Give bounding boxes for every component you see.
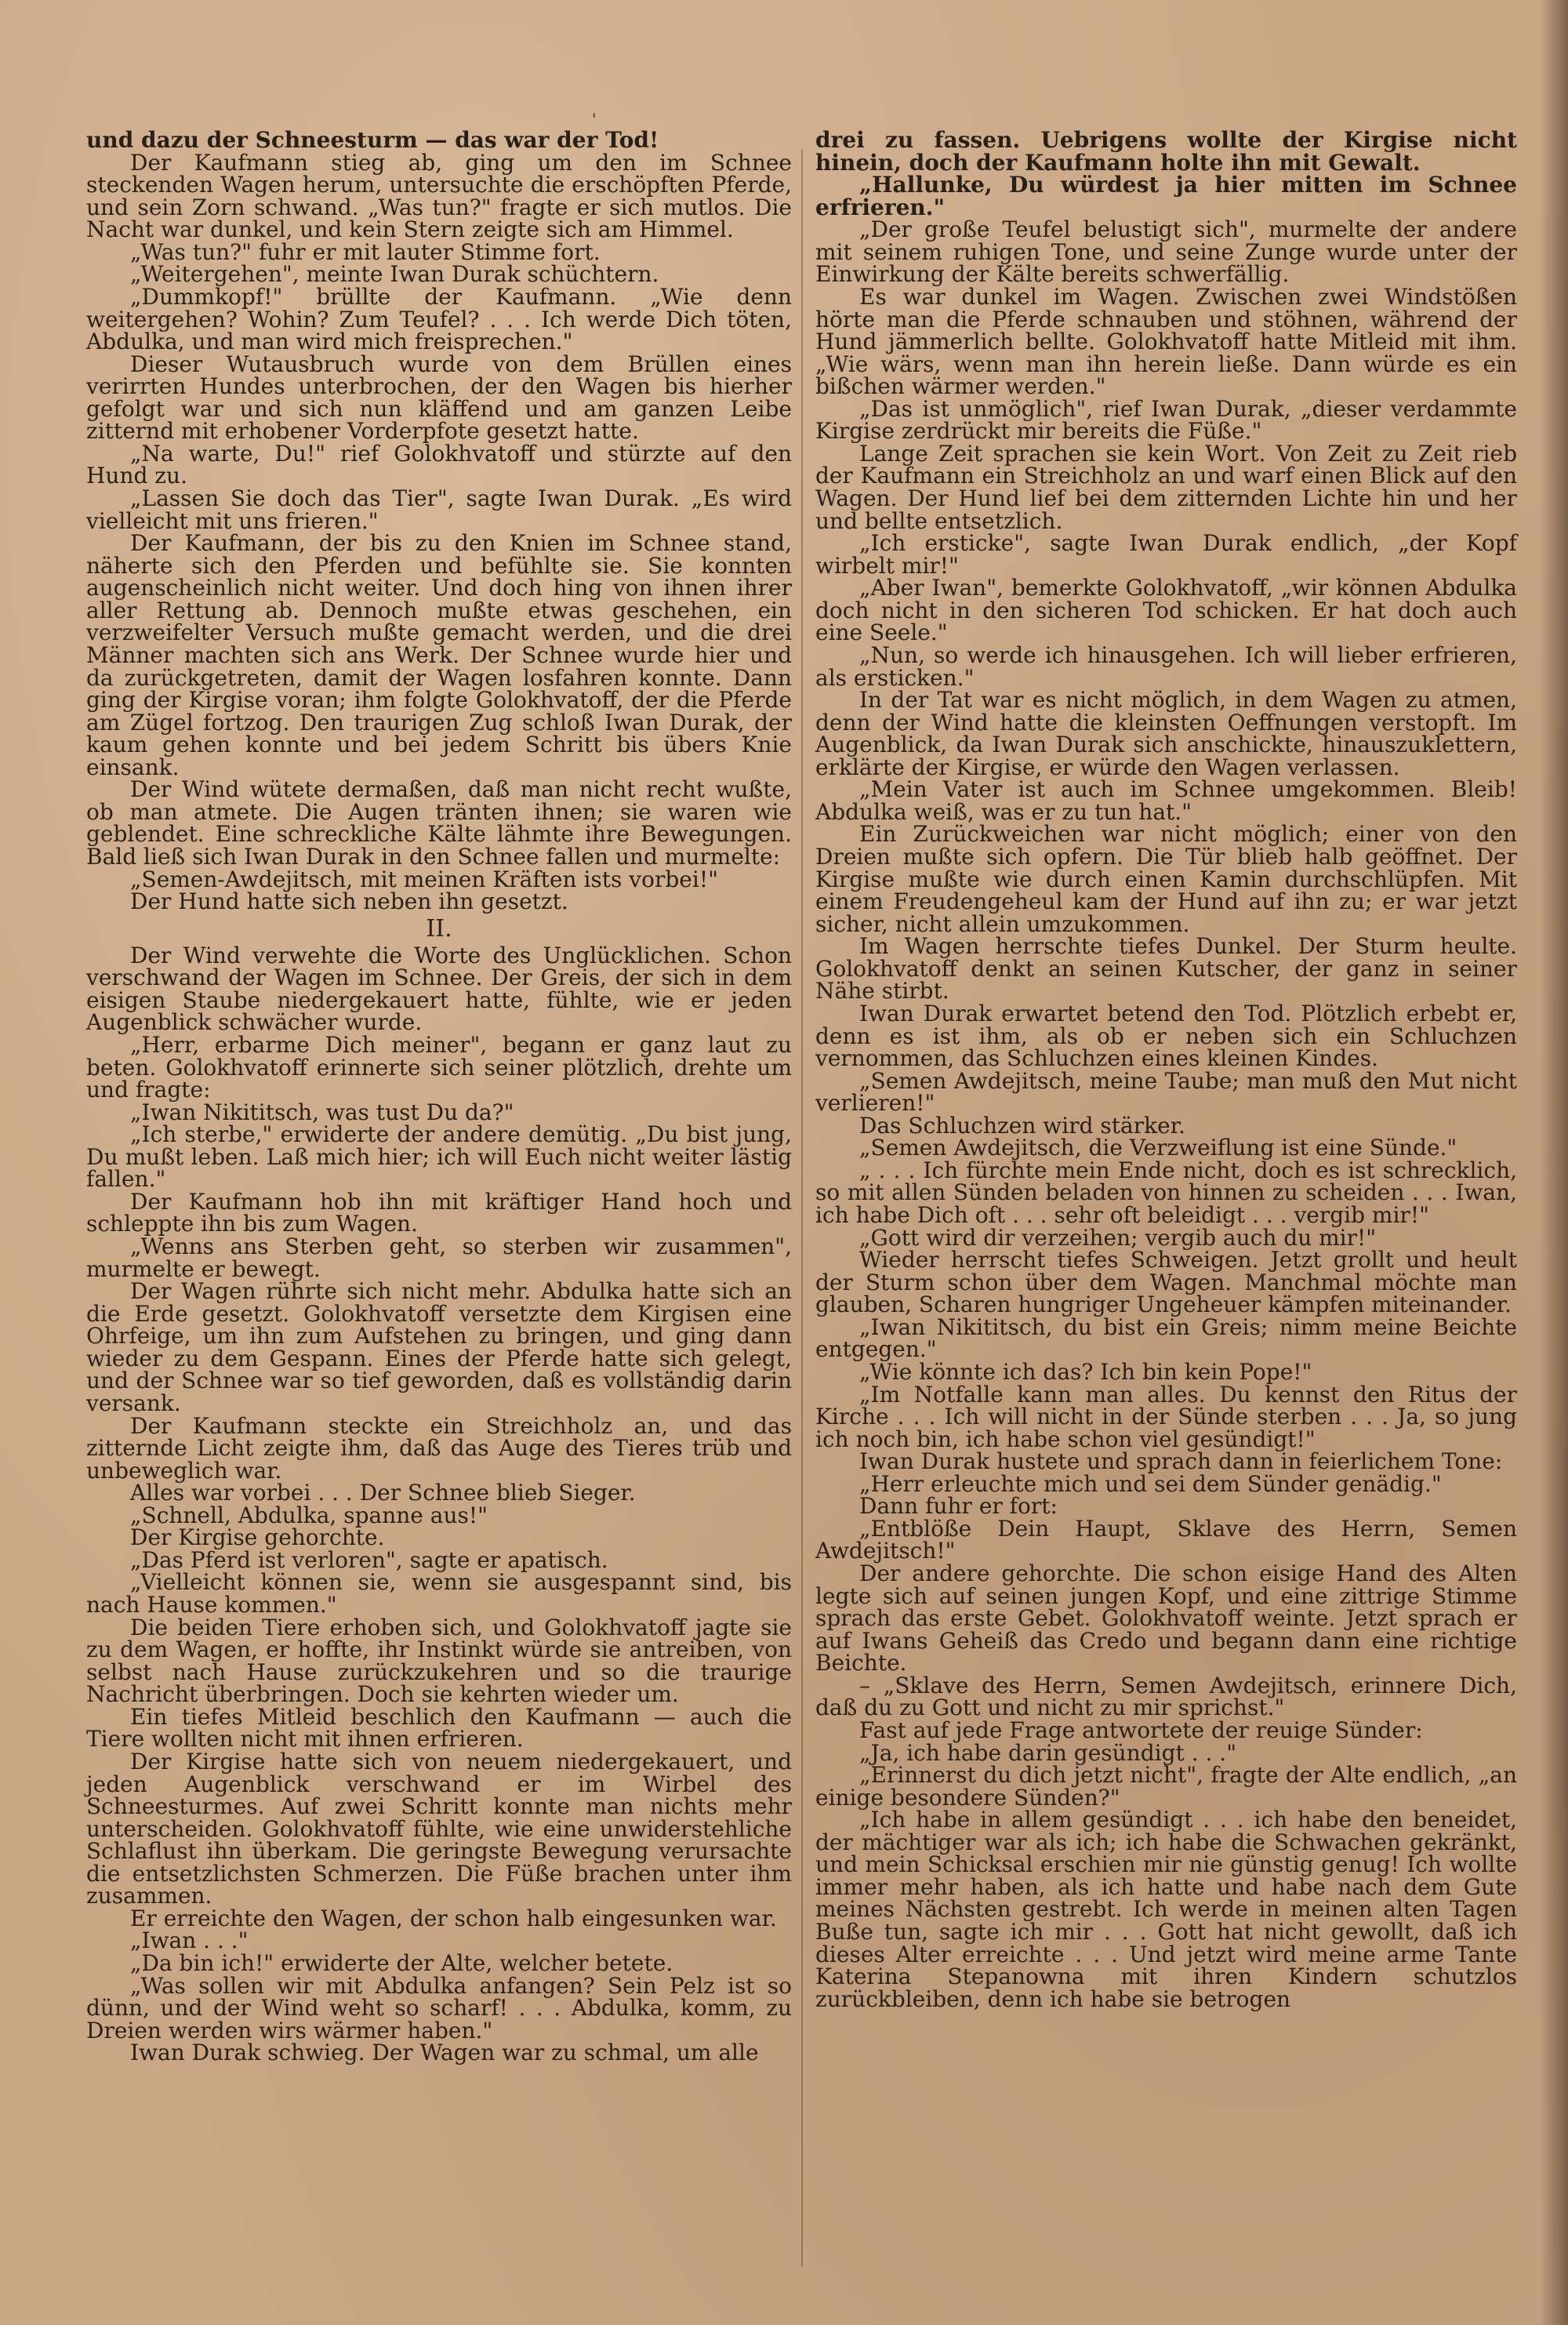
paragraph: Dieser Wutausbruch wurde von dem Brüllen eines verirrten Hundes unterbrochen, der den Wagen bis hierher gefolgt war und sich nun kläffend und am ganzen Leibe zitternd mit erhobener Vorderpfote gesetzt hatte. (86, 351, 792, 445)
paragraph: Ein Zurückweichen war nicht möglich; einer von den Dreien mußte sich opfern. Die Tür blieb halb geöffnet. Der Kirgise mußte wie durch einen Kamin durchschlüpfen. Mit einem Freudengeheul kam der Hund auf ihn zu; er war jetzt sicher, nicht allein umzukommen. (815, 821, 1517, 937)
paragraph: Der Kaufmann, der bis zu den Knien im Schnee stand, näherte sich den Pferden und befühlte sie. Sie konnten augenscheinlich nicht weiter. Und doch hing von ihnen ihrer aller Rettung ab. Dennoch mußte etwas geschehen, ein verzweifelter Versuch mußte gemacht werden, und die drei Männer machten sich ans Werk. Der Schnee wurde hier und da zurückgetreten, damit der Wagen losfahren konnte. Dann ging der Kirgise voran; ihm folgte Golokhvatoff, der die Pferde am Zügel fortzog. Den traurigen Zug schloß Iwan Durak, der kaum gehen konnte und bei jedem Schritt bis übers Knie einsank. (86, 530, 792, 780)
paragraph: „Iwan . . ." (130, 1927, 249, 1954)
paragraph: – „Sklave des Herrn, Semen Awdejitsch, erinnere Dich, daß du zu Gott und nicht zu mir sprichst." (815, 1672, 1517, 1721)
right-column-paragraphs (815, 129, 1517, 2011)
paragraph: Der Kaufmann hob ihn mit kräftiger Hand hoch und schleppte ihn bis zum Wagen. (86, 1188, 792, 1237)
right-column (815, 129, 1517, 2011)
paragraph: Alles war vorbei . . . Der Schnee blieb Sieger. (130, 1480, 636, 1506)
page-edge-shadow (1540, 0, 1568, 2325)
paragraph: „Der große Teufel belustigt sich", murmelte der andere mit seinem ruhigen Tone, und seine Zunge wurde unter der Einwirkung der Kälte bereits schwerfällig. (815, 216, 1517, 288)
paragraph: „Semen Awdejitsch, meine Taube; man muß den Mut nicht verlieren!" (815, 1067, 1517, 1117)
paragraph: Der Kirgise hatte sich von neuem niedergekauert, und jeden Augenblick verschwand er im Wirbel des Schneesturmes. Auf zwei Schritt konnte man nichts mehr unterscheiden. Golokhvatoff fühlte, wie eine unwiderstehliche Schlaflust ihn überkam. Die geringste Bewegung verursachte die entsetzlichsten Schmerzen. Die Füße brachen unter ihm zusammen. (86, 1748, 792, 1909)
paragraph: „Schnell, Abdulka, spanne aus!" (130, 1502, 488, 1528)
left-column-paragraphs-continued (86, 942, 792, 2066)
paragraph: Der Kaufmann steckte ein Streichholz an, und das zitternde Licht zeigte ihm, daß das Auge des Tieres trüb und unbeweglich war. (86, 1412, 792, 1484)
paragraph: „Vielleicht können sie, wenn sie ausgespannt sind, bis nach Hause kommen." (86, 1569, 792, 1618)
paragraph: „Wie könnte ich das? Ich bin kein Pope!" (859, 1358, 1312, 1385)
paragraph: Er erreichte den Wagen, der schon halb eingesunken war. (130, 1905, 777, 1931)
paragraph: Iwan Durak schwieg. Der Wagen war zu schmal, um alle (130, 2040, 759, 2066)
paragraph: Wieder herrscht tiefes Schweigen. Jetzt grollt und heult der Sturm schon über dem Wagen. Manchmal möchte man glauben, Scharen hungriger Ungeheuer kämpfen miteinander. (815, 1247, 1517, 1318)
paragraph: Der andere gehorchte. Die schon eisige Hand des Alten legte sich auf seinen jungen Kopf, und eine zittrige Stimme sprach das erste Gebet. Golokhvatoff weinte. Jetzt sprach er auf Iwans Geheiß das Credo und begann dann eine richtige Beichte. (815, 1560, 1517, 1677)
paragraph: „Ich ersticke", sagte Iwan Durak endlich, „der Kopf wirbelt mir!" (815, 530, 1517, 579)
left-column-paragraphs (86, 129, 792, 914)
paragraph: „Na warte, Du!" rief Golokhvatoff und stürzte auf den Hund zu. (86, 440, 792, 489)
paragraph: „Ich sterbe," erwiderte der andere demütig. „Du bist jung, Du mußt leben. Laß mich hier; ich will Euch nicht weiter lästig fallen." (86, 1121, 792, 1193)
paragraph: „Dummkopf!" brüllte der Kaufmann. „Wie denn weitergehen? Wohin? Zum Teufel? . . . Ich werde Dich töten, Abdulka, und man wird mich freisprechen." (86, 283, 792, 355)
paragraph: „Weitergehen", meinte Iwan Durak schüchtern. (130, 261, 659, 288)
paragraph: „Ich habe in allem gesündigt . . . ich habe den beneidet, der mächtiger war als ich; ich habe die Schwachen gekränkt, und mein Schicksal erschien mir nie günstig genug! Ich wollte immer mehr haben, als ich hatte und habe nach dem Gute meines Nächsten gestrebt. Ich werde in meinen alten Tagen Buße tun, sagte ich mir . . . Gott hat nicht gewollt, daß ich dieses Alter erreichte . . . Und jetzt wird meine arme Tante Katerina Stepanowna mit ihren Kindern schutzlos zurückbleiben, denn ich habe sie betrogen (815, 1807, 1517, 2012)
paragraph: „Semen Awdejitsch, die Verzweiflung ist eine Sünde." (859, 1135, 1457, 1161)
paragraph: „Da bin ich!" erwiderte der Alte, welcher betete. (130, 1950, 673, 1976)
paragraph: „Mein Vater ist auch im Schnee umgekommen. Bleib! Abdulka weiß, was er zu tun hat." (815, 776, 1517, 825)
paragraph: „Herr erleuchte mich und sei dem Sünder genädig." (859, 1470, 1442, 1497)
paragraph: drei zu fassen. Uebrigens wollte der Kirgise nicht hinein, doch der Kaufmann holte ihn mit Gewalt. (815, 127, 1517, 176)
paragraph: „Das Pferd ist verloren", sagte er apatisch. (130, 1546, 608, 1573)
paragraph: „Entblöße Dein Haupt, Sklave des Herrn, Semen Awdejitsch!" (815, 1515, 1517, 1564)
paragraph: „Was tun?" fuhr er mit lauter Stimme fort. (130, 238, 601, 265)
paragraph: „Iwan Nikititsch, was tust Du da?" (130, 1099, 514, 1125)
paragraph: In der Tat war es nicht möglich, in dem Wagen zu atmen, denn der Wind hatte die kleinsten Oeffnungen verstopft. Im Augenblick, da Iwan Durak sich anschickte, hinauszuklettern, erklärte der Kirgise, er würde den Wagen verlassen. (815, 687, 1517, 780)
paragraph: „Ja, ich habe darin gesündigt . . ." (859, 1739, 1237, 1766)
paragraph: „Aber Iwan", bemerkte Golokhvatoff, „wir können Abdulka doch nicht in den sicheren Tod schicken. Er hat doch auch eine Seele." (815, 575, 1517, 646)
paragraph: „Hallunke, Du würdest ja hier mitten im Schnee erfrieren." (815, 172, 1517, 220)
paragraph: „Das ist unmöglich", rief Iwan Durak, „dieser verdammte Kirgise zerdrückt mir bereits die Füße." (815, 395, 1517, 445)
paragraph: „Wenns ans Sterben geht, so sterben wir zusammen", murmelte er bewegt. (86, 1233, 792, 1282)
paragraph: Dann fuhr er fort: (859, 1493, 1058, 1520)
paragraph: „Erinnerst du dich jetzt nicht", fragte der Alte endlich, „an einige besondere Sünden?" (815, 1762, 1517, 1811)
paragraph: Der Kirgise gehorchte. (130, 1524, 385, 1551)
paragraph: Die beiden Tiere erhoben sich, und Golokhvatoff jagte sie zu dem Wagen, er hoffte, ihr Instinkt würde sie antreiben, von selbst nach Hause zurückzukehren und so die traurige Nachricht überbringen. Doch sie kehrten wieder um. (86, 1614, 792, 1708)
page-mark: ' (592, 110, 597, 129)
paragraph: Der Hund hatte sich neben ihn gesetzt. (130, 888, 568, 915)
paragraph: Es war dunkel im Wagen. Zwischen zwei Windstößen hörte man die Pferde schnauben und stöhnen, während der Hund jämmerlich bellte. Golokhvatoff hatte Mitleid mit ihm. „Wie wärs, wenn man ihn herein ließe. Dann würde es ein bißchen wärmer werden." (815, 283, 1517, 400)
paragraph: „Herr, erbarme Dich meiner", begann er ganz laut zu beten. Golokhvatoff erinnerte sich seiner plötzlich, drehte um und fragte: (86, 1031, 792, 1103)
paragraph: „Gott wird dir verzeihen; vergib auch du mir!" (859, 1224, 1377, 1251)
paragraph: „Iwan Nikititsch, du bist ein Greis; nimm meine Beichte entgegen." (815, 1313, 1517, 1363)
paragraph: „Was sollen wir mit Abdulka anfangen? Sein Pelz ist so dünn, und der Wind weht so scharf! . . . Abdulka, komm, zu Dreien werden wirs wärmer haben." (86, 1972, 792, 2043)
paragraph: „ . . . Ich fürchte mein Ende nicht, doch es ist schrecklich, so mit allen Sünden beladen von hinnen zu scheiden . . . Iwan, ich habe Dich oft . . . sehr oft beleidigt . . . vergib mir!" (815, 1157, 1517, 1228)
paragraph: Im Wagen herrschte tiefes Dunkel. Der Sturm heulte. Golokhvatoff denkt an seinen Kutscher, der ganz in seiner Nähe stirbt. (815, 933, 1517, 1004)
paragraph: Iwan Durak erwartet betend den Tod. Plötzlich erbebt er, denn es ist ihm, als ob er neben sich ein Schluchzen vernommen, das Schluchzen eines kleinen Kindes. (815, 1000, 1517, 1072)
paragraph: und dazu der Schneesturm — das war der Tod! (86, 127, 659, 153)
paragraph: „Semen-Awdejitsch, mit meinen Kräften ists vorbei!" (130, 866, 718, 892)
left-column (86, 129, 792, 2065)
paragraph: Lange Zeit sprachen sie kein Wort. Von Zeit zu Zeit rieb der Kaufmann ein Streichholz an und warf einen Blick auf den Wagen. Der Hund lief bei dem zitternden Lichte hin und her und bellte entsetzlich. (815, 440, 1517, 534)
paragraph: Fast auf jede Frage antwortete der reuige Sünder: (859, 1717, 1423, 1743)
paragraph: Das Schluchzen wird stärker. (859, 1112, 1185, 1139)
paragraph: Der Wind wütete dermaßen, daß man nicht recht wußte, ob man atmete. Die Augen tränten ihnen; sie waren wie geblendet. Eine schreckliche Kälte lähmte ihre Bewegungen. Bald ließ sich Iwan Durak in den Schnee fallen und murmelte: (86, 776, 792, 870)
paragraph: Iwan Durak hustete und sprach dann in feierlichem Tone: (859, 1448, 1503, 1475)
paragraph: „Lassen Sie doch das Tier", sagte Iwan Durak. „Es wird vielleicht mit uns frieren." (86, 485, 792, 534)
paragraph: Ein tiefes Mitleid beschlich den Kaufmann — auch die Tiere wollten nicht mit ihnen erfrieren. (86, 1703, 792, 1753)
paragraph: „Im Notfalle kann man alles. Du kennst den Ritus der Kirche . . . Ich will nicht in der Sünde sterben . . . Ja, so jung ich noch bin, ich habe schon viel gesündigt!" (815, 1381, 1517, 1452)
column-divider (801, 149, 803, 2266)
paragraph: Der Kaufmann stieg ab, ging um den im Schnee steckenden Wagen herum, untersuchte die erschöpften Pferde, und sein Zorn schwand. „Was tun?" fragte er sich mutlos. Die Nacht war dunkel, und kein Stern zeigte sich am Himmel. (86, 149, 792, 243)
section-number: II. (426, 914, 452, 943)
paragraph: Der Wagen rührte sich nicht mehr. Abdulka hatte sich an die Erde gesetzt. Golokhvatoff versetzte dem Kirgisen eine Ohrfeige, um ihn zum Aufstehen zu bringen, und ging dann wieder zu dem Gespann. Eines der Pferde hatte sich gelegt, und der Schnee war so tief geworden, daß es vollständig darin versank. (86, 1278, 792, 1416)
paragraph: Der Wind verwehte die Worte des Unglücklichen. Schon verschwand der Wagen im Schnee. Der Greis, der sich in dem eisigen Staube niedergekauert hatte, fühlte, wie er jeden Augenblick schwächer wurde. (86, 942, 792, 1036)
paragraph: „Nun, so werde ich hinausgehen. Ich will lieber erfrieren, als ersticken." (815, 641, 1517, 691)
